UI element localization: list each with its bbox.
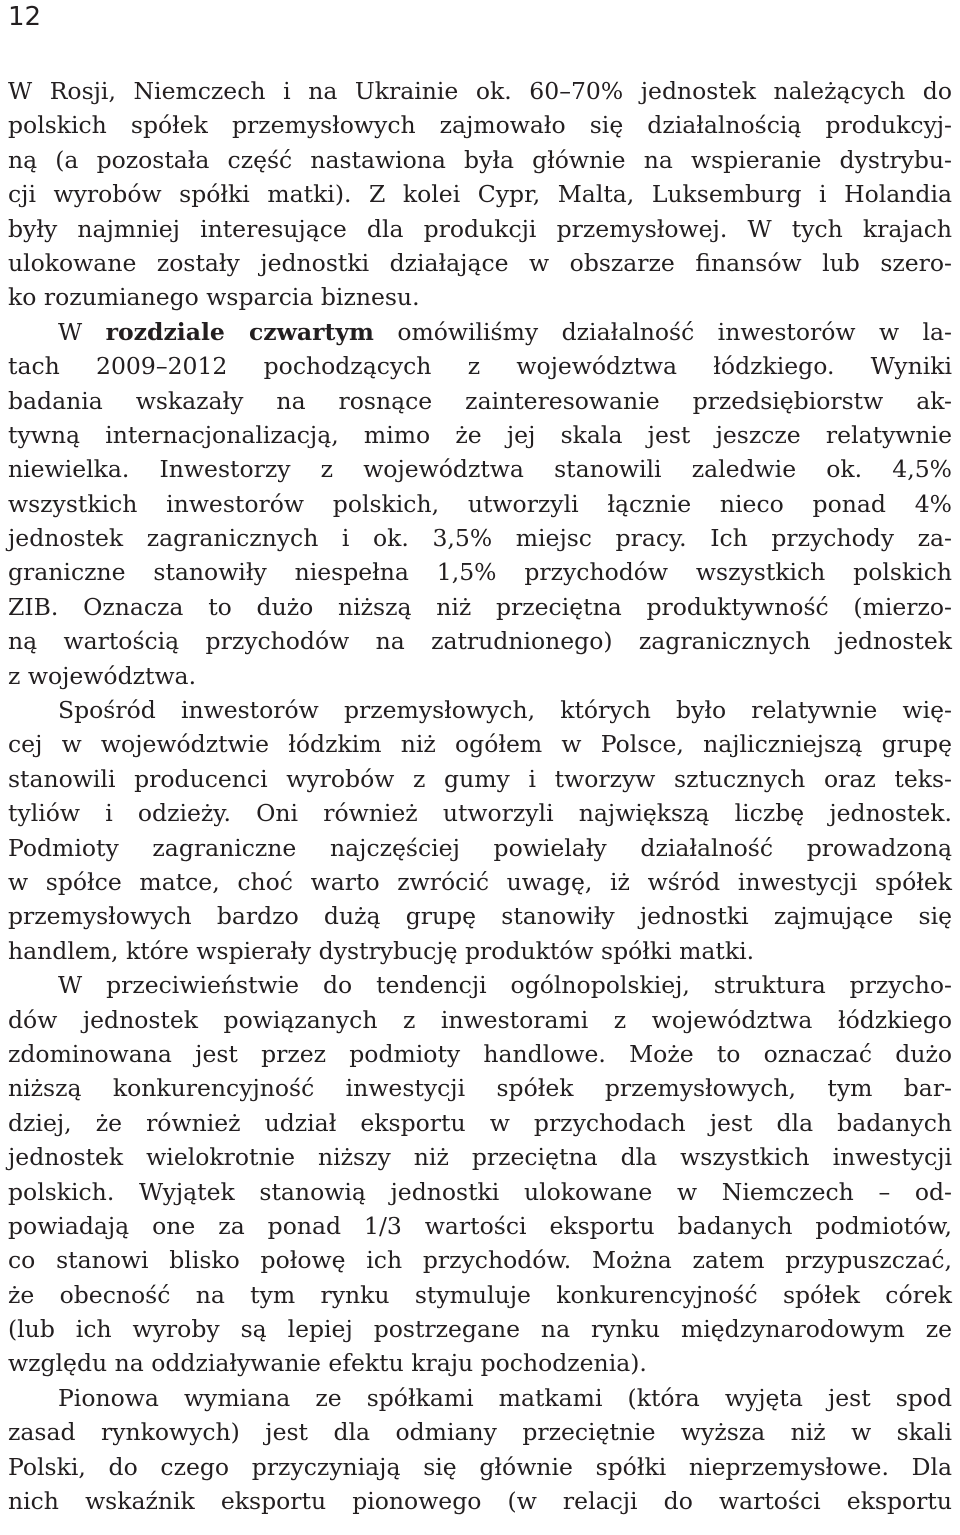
text-line: Polski, do czego przyczyniają się głównie spółki nieprzemysłowe. Dla <box>8 1452 952 1481</box>
text-line: tyliów i odzieży. Oni również utworzyli największą liczbę jednostek. <box>8 799 952 828</box>
text-line: przemysłowych bardzo dużą grupę stanowiły jednostki zajmujące się <box>8 902 952 931</box>
text-line: tywną internacjonalizacją, mimo że jej skala jest jeszcze relatywnie <box>8 420 952 449</box>
text-line: co stanowi blisko połowę ich przychodów. Można zatem przypuszczać, <box>8 1246 952 1275</box>
text-line: że obecność na tym rynku stymuluje konkurencyjność spółek córek <box>8 1280 952 1309</box>
emphasis-text: rozdziale czwartym <box>105 317 374 346</box>
text-line: ZIB. Oznacza to dużo niższą niż przeciętna produktywność (mierzo- <box>8 592 952 621</box>
paragraph <box>8 74 952 315</box>
text-line: ną wartością przychodów na zatrudnionego) zagranicznych jednostek <box>8 627 952 656</box>
text-line: nich wskaźnik eksportu pionowego (w relacji do wartości eksportu <box>8 1487 952 1516</box>
paragraph <box>8 1381 952 1519</box>
paragraph <box>8 968 952 1381</box>
text-line: w spółce matce, choć warto zwrócić uwagę, iż wśród inwestycji spółek <box>8 867 952 896</box>
text-line <box>8 315 952 349</box>
text-line: W przeciwieństwie do tendencji ogólnopolskiej, struktura przycho- <box>58 971 952 1000</box>
text-line: badania wskazały na rosnące zainteresowanie przedsiębiorstw ak- <box>8 386 952 415</box>
text-segment: W <box>58 317 106 346</box>
text-line: zasad rynkowych) jest dla odmiany przeciętnie wyższa niż w skali <box>8 1418 952 1447</box>
text-line: jednostek zagranicznych i ok. 3,5% miejsc pracy. Ich przychody za- <box>8 524 952 553</box>
text-line: handlem, które wspierały dystrybucję produktów spółki matki. <box>8 936 755 965</box>
text-line: były najmniej interesujące dla produkcji przemysłowej. W tych krajach <box>8 214 952 243</box>
text-line: polskich. Wyjątek stanowią jednostki ulokowane w Niemczech – od- <box>8 1177 952 1206</box>
text-line: ko rozumianego wsparcia biznesu. <box>8 283 420 312</box>
text-line: stanowili producenci wyrobów z gumy i tworzyw sztucznych oraz teks- <box>8 764 952 793</box>
text-line: dziej, że również udział eksportu w przychodach jest dla badanych <box>8 1108 952 1137</box>
text-line: względu na oddziaływanie efektu kraju pochodzenia). <box>8 1349 647 1378</box>
text-line: tach 2009–2012 pochodzących z województwa łódzkiego. Wyniki <box>8 352 952 381</box>
page-number: 12 <box>8 2 42 32</box>
text-line: niższą konkurencyjność inwestycji spółek przemysłowych, tym bar- <box>8 1074 952 1103</box>
text-line: Podmioty zagraniczne najczęściej powielały działalność prowadzoną <box>8 833 952 862</box>
text-line: W Rosji, Niemczech i na Ukrainie ok. 60–70% jednostek należących do <box>8 77 952 105</box>
text-line: niewielka. Inwestorzy z województwa stanowili zaledwie ok. 4,5% <box>8 455 952 484</box>
text-segment: omówiliśmy działalność inwestorów w la- <box>373 317 952 346</box>
text-line: zdominowana jest przez podmioty handlowe. Może to oznaczać dużo <box>8 1039 952 1068</box>
text-line: z województwa. <box>8 661 197 690</box>
text-line: jednostek wielokrotnie niższy niż przeciętna dla wszystkich inwestycji <box>8 1143 952 1172</box>
text-line: powiadają one za ponad 1/3 wartości eksportu badanych podmiotów, <box>8 1211 952 1240</box>
paragraph <box>8 693 952 968</box>
text-line: Pionowa wymiana ze spółkami matkami (która wyjęta jest spod <box>58 1383 952 1412</box>
text-line: cej w województwie łódzkim niż ogółem w Polsce, najliczniejszą grupę <box>8 730 952 759</box>
text-line: Spośród inwestorów przemysłowych, których było relatywnie wię- <box>58 696 952 725</box>
text-line: ulokowane zostały jednostki działające w obszarze finansów lub szero- <box>8 248 952 277</box>
text-line: cji wyrobów spółki matki). Z kolei Cypr, Malta, Luksemburg i Holandia <box>8 180 952 209</box>
body-text <box>8 74 952 1518</box>
text-line: dów jednostek powiązanych z inwestorami z województwa łódzkiego <box>8 1005 952 1034</box>
text-line: graniczne stanowiły niespełna 1,5% przychodów wszystkich polskich <box>8 558 952 587</box>
text-line: (lub ich wyroby są lepiej postrzegane na rynku międzynarodowym ze <box>8 1315 952 1344</box>
paragraph <box>8 315 952 693</box>
text-line: polskich spółek przemysłowych zajmowało się działalnością produkcyj- <box>8 111 952 140</box>
text-line: wszystkich inwestorów polskich, utworzyli łącznie nieco ponad 4% <box>8 489 952 518</box>
text-line: ną (a pozostała część nastawiona była głównie na wspieranie dystrybu- <box>8 145 952 174</box>
